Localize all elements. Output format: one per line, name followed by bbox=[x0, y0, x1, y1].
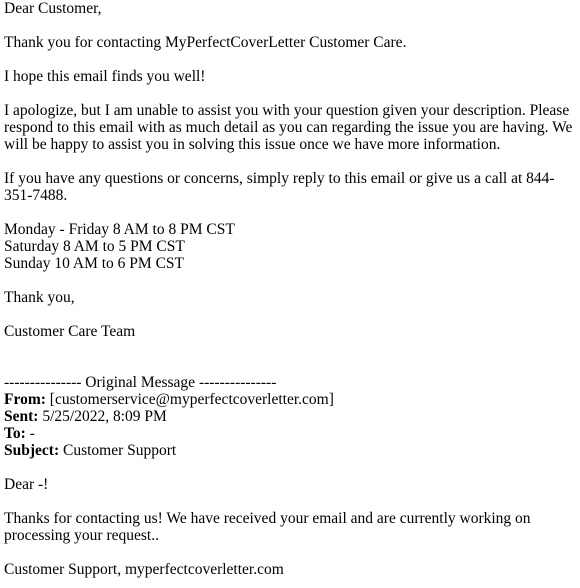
reply-thanks: Thank you for contacting MyPerfectCoverLetter Customer Care. bbox=[4, 34, 407, 51]
to-label: To: bbox=[4, 425, 26, 442]
from-value: [customerservice@myperfectcoverletter.com] bbox=[49, 391, 334, 408]
business-hours bbox=[4, 221, 574, 272]
subject-label: Subject: bbox=[4, 442, 60, 459]
original-body: Thanks for contacting us! We have received your email and are currently working on processing your request.. bbox=[4, 510, 531, 544]
reply-signature: Customer Care Team bbox=[4, 323, 136, 340]
sent-value: 5/25/2022, 8:09 PM bbox=[42, 408, 167, 425]
subject-value: Customer Support bbox=[62, 442, 177, 459]
from-label: From: bbox=[4, 391, 46, 408]
sent-label: Sent: bbox=[4, 408, 39, 425]
reply-contact: If you have any questions or concerns, simply reply to this email or give us a call at 844-351-7488. bbox=[4, 170, 555, 204]
reply-greeting: Dear Customer, bbox=[4, 0, 102, 17]
hours-saturday: Saturday 8 AM to 5 PM CST bbox=[4, 238, 185, 255]
original-signature: Customer Support, myperfectcoverletter.com bbox=[4, 561, 284, 578]
reply-signoff: Thank you, bbox=[4, 289, 75, 306]
to-value: - bbox=[29, 425, 35, 442]
hours-weekday: Monday - Friday 8 AM to 8 PM CST bbox=[4, 221, 235, 238]
original-message-divider: --------------- Original Message --------------- bbox=[4, 374, 277, 391]
hours-sunday: Sunday 10 AM to 6 PM CST bbox=[4, 255, 185, 272]
reply-hope: I hope this email finds you well! bbox=[4, 68, 206, 85]
reply-apology: I apologize, but I am unable to assist you with your question given your description. Please respond to this email with as much detail as you can regarding the issue you are having. We will be happy to assist you in solving this issue once we have more information. bbox=[4, 102, 573, 153]
section-spacer bbox=[4, 340, 574, 374]
header-sent bbox=[4, 408, 574, 425]
header-subject bbox=[4, 442, 574, 459]
original-greeting: Dear -! bbox=[4, 476, 49, 493]
header-to bbox=[4, 425, 574, 442]
header-from bbox=[4, 391, 574, 408]
